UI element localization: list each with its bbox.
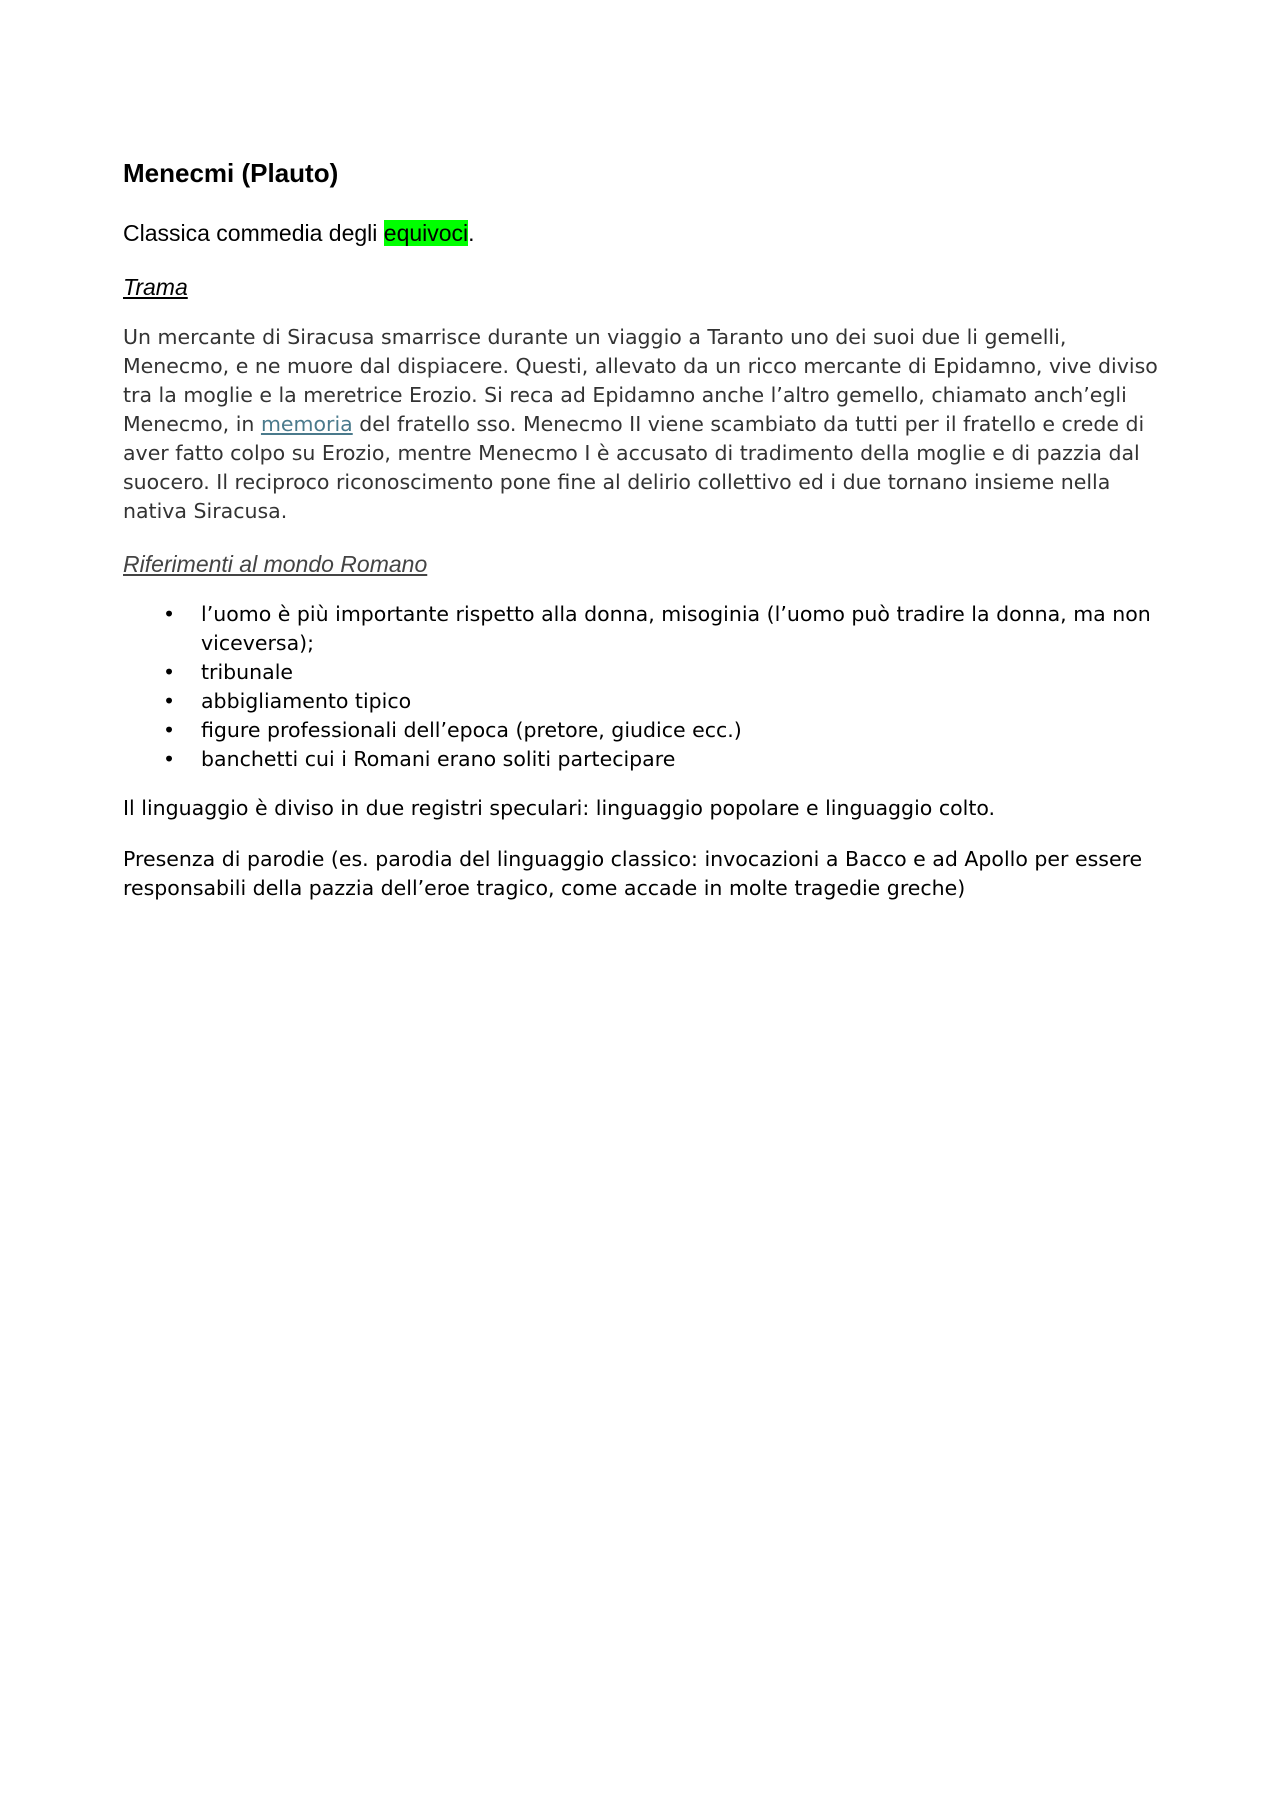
document-body bbox=[123, 155, 1163, 925]
list-item bbox=[163, 658, 1163, 687]
parodie-paragraph: Presenza di parodie (es. parodia del linguaggio classico: invocazioni a Bacco e ad Apollo per essere responsabili della pazzia dell’eroe tragico, come accade in molte tragedie greche) bbox=[123, 847, 1143, 900]
list-item-text: abbigliamento tipico bbox=[201, 689, 412, 713]
linguaggio-paragraph: Il linguaggio è diviso in due registri speculari: linguaggio popolare e linguaggio colto. bbox=[123, 796, 996, 820]
bullet-icon: • bbox=[163, 602, 176, 626]
riferimenti-list bbox=[123, 600, 1163, 774]
subtitle-text: Classica commedia degli bbox=[123, 220, 384, 246]
bullet-icon: • bbox=[163, 747, 176, 771]
list-item-text: tribunale bbox=[201, 660, 294, 684]
bullet-icon: • bbox=[163, 660, 176, 684]
highlighted-word: equivoci bbox=[383, 220, 469, 246]
document-subtitle bbox=[123, 217, 1163, 249]
subtitle-period: . bbox=[468, 220, 475, 246]
trama-paragraph bbox=[123, 323, 1163, 526]
list-item bbox=[163, 687, 1163, 716]
trama-text-end: del fratello sso. Menecmo II viene scambiato da tutti per il fratello e crede di aver fatto colpo su Erozio, mentre Menecmo I è accusato di tradimento della moglie e di pazzia dal suocero. Il reciproco riconoscimento pone fine al delirio collettivo ed i due tornano insieme nella nativa Siracusa. bbox=[123, 412, 1145, 523]
memoria-link[interactable]: memoria bbox=[260, 412, 353, 436]
section-heading-trama: Trama bbox=[123, 274, 188, 300]
section-heading-riferimenti: Riferimenti al mondo Romano bbox=[123, 551, 428, 577]
list-item-text: l’uomo è più importante rispetto alla donna, misoginia (l’uomo può tradire la donna, ma non viceversa); bbox=[201, 602, 1151, 655]
list-item-text: figure professionali dell’epoca (pretore, giudice ecc.) bbox=[201, 718, 742, 742]
list-item bbox=[163, 600, 1163, 658]
list-item bbox=[163, 745, 1163, 774]
bullet-icon: • bbox=[163, 718, 176, 742]
list-item-text: banchetti cui i Romani erano soliti partecipare bbox=[201, 747, 676, 771]
trama-text-start: Un mercante di Siracusa smarrisce durante un viaggio a Taranto uno dei suoi due li gemelli, Menecmo, e ne muore dal dispiacere. Questi, allevato da un ricco mercante di Epidamno, vive diviso tra la moglie e la meretrice Erozio. Si reca ad Epidamno anche l’altro gemello, chiamato anch’egli Menecmo, in bbox=[123, 325, 1158, 436]
bullet-icon: • bbox=[163, 689, 176, 713]
document-title: Menecmi (Plauto) bbox=[123, 158, 339, 188]
list-item bbox=[163, 716, 1163, 745]
